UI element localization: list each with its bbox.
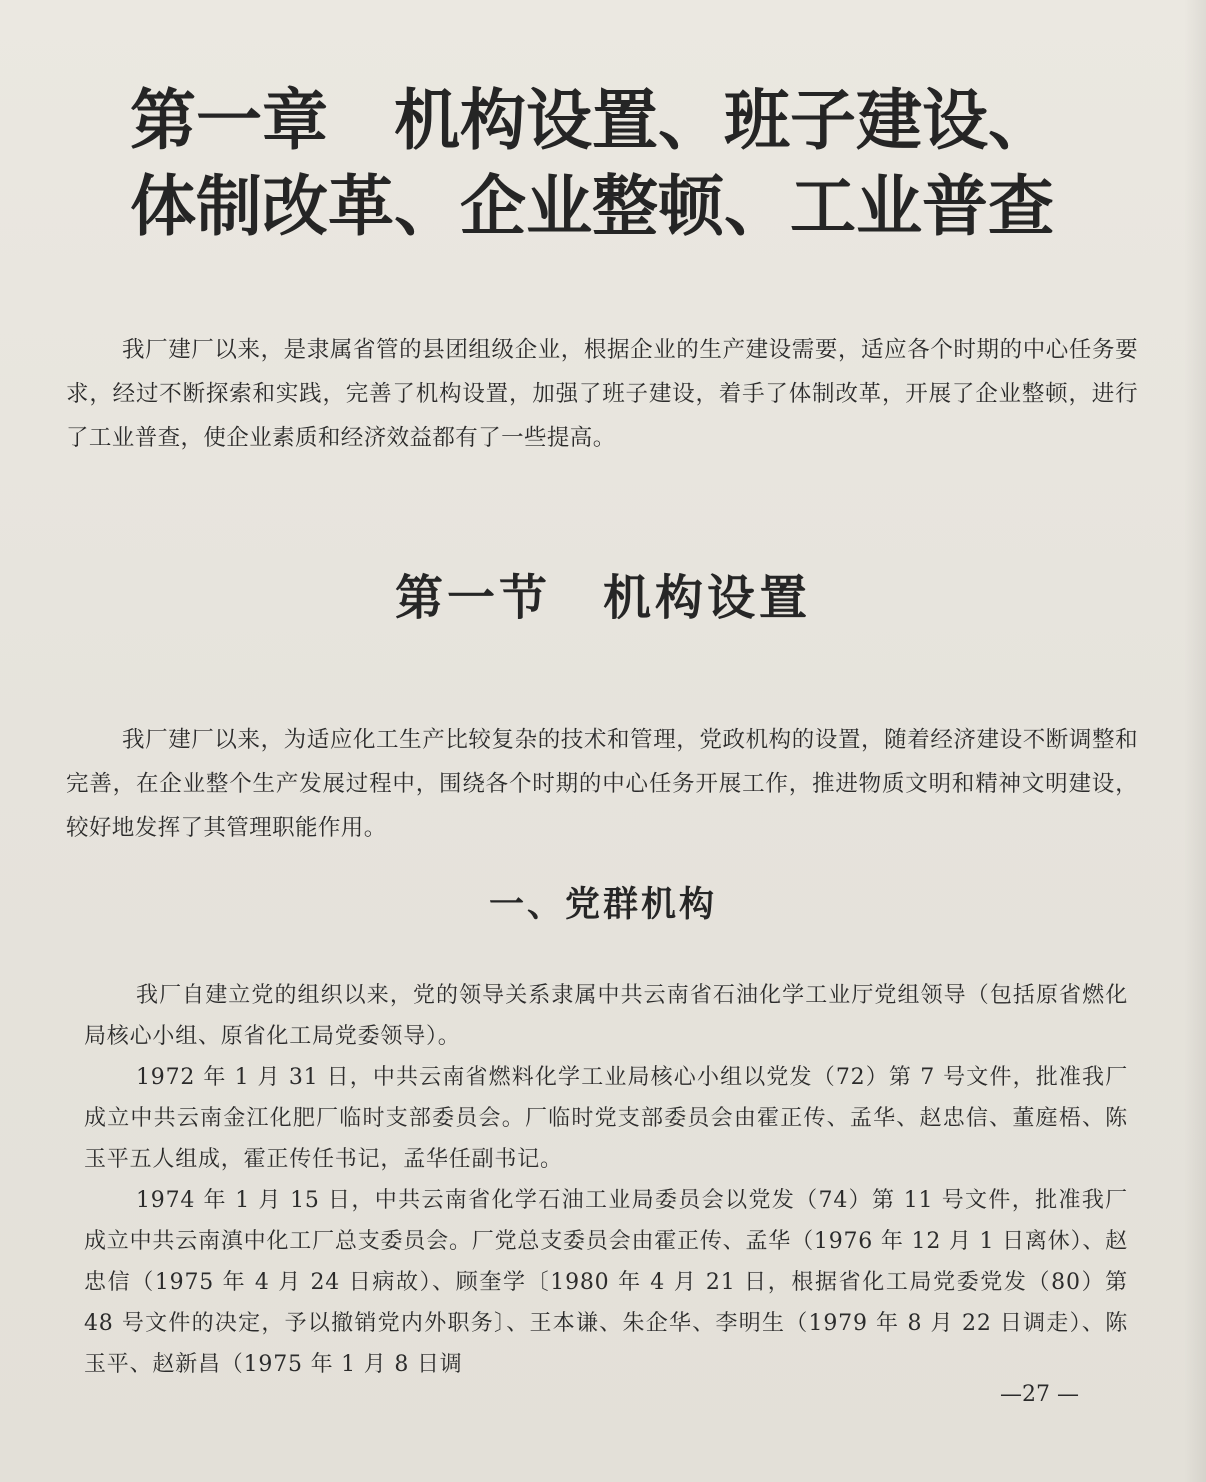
page-edge-shadow <box>1184 0 1206 1482</box>
chapter-intro-paragraph: 我厂建厂以来，是隶属省管的县团组级企业，根据企业的生产建设需要，适应各个时期的中心任务要求，经过不断探索和实践，完善了机构设置，加强了班子建设，着手了体制改革，开展了企业整顿，进行了工业普查，使企业素质和经济效益都有了一些提高。 <box>66 337 1138 451</box>
section-title: 第一节 机构设置 <box>394 570 811 626</box>
page-number: —27 — <box>1000 1382 1079 1407</box>
chapter-title-line-2: 体制改革、企业整顿、工业普查 <box>130 168 1054 245</box>
subsection-title: 一、党群机构 <box>488 885 717 925</box>
section-paragraph: 我厂建厂以来，为适应化工生产比较复杂的技术和管理，党政机构的设置，随着经济建设不断调整和完善，在企业整个生产发展过程中，围绕各个时期的中心任务开展工作，推进物质文明和精神文明建设，较好地发挥了其管理职能作用。 <box>66 727 1138 841</box>
chapter-title-line-1: 第一章 机构设置、班子建设、 <box>130 82 1054 159</box>
chapter-title <box>130 78 1140 250</box>
body-paragraph-3: 1974 年 1 月 15 日，中共云南省化学石油工业局委员会以党发（74）第 11 号文件，批准我厂成立中共云南滇中化工厂总支委员会。厂党总支委员会由霍正传、孟华（1976 年 12 月 1 日离休）、赵忠信（1975 年 4 月 24 日病故）、顾奎学〔1980 年 4 月 21 日，根据省化工局党委党发（80）第 48 号文件的决定，予以撤销党内外职务〕、王本谦、朱企华、李明生（1979 年 8 月 22 日调走）、陈玉平、赵新昌（1975 年 1 月 8 日调 <box>84 1188 1128 1377</box>
body-paragraph-1: 我厂自建立党的组织以来，党的领导关系隶属中共云南省石油化学工业厅党组领导（包括原省燃化局核心小组、原省化工局党委领导）。 <box>84 983 1128 1049</box>
body-paragraph-2: 1972 年 1 月 31 日，中共云南省燃料化学工业局核心小组以党发（72）第 7 号文件，批准我厂成立中共云南金江化肥厂临时支部委员会。厂临时党支部委员会由霍正传、孟华、赵忠信、董庭梧、陈玉平五人组成，霍正传任书记，孟华任副书记。 <box>84 1065 1128 1172</box>
